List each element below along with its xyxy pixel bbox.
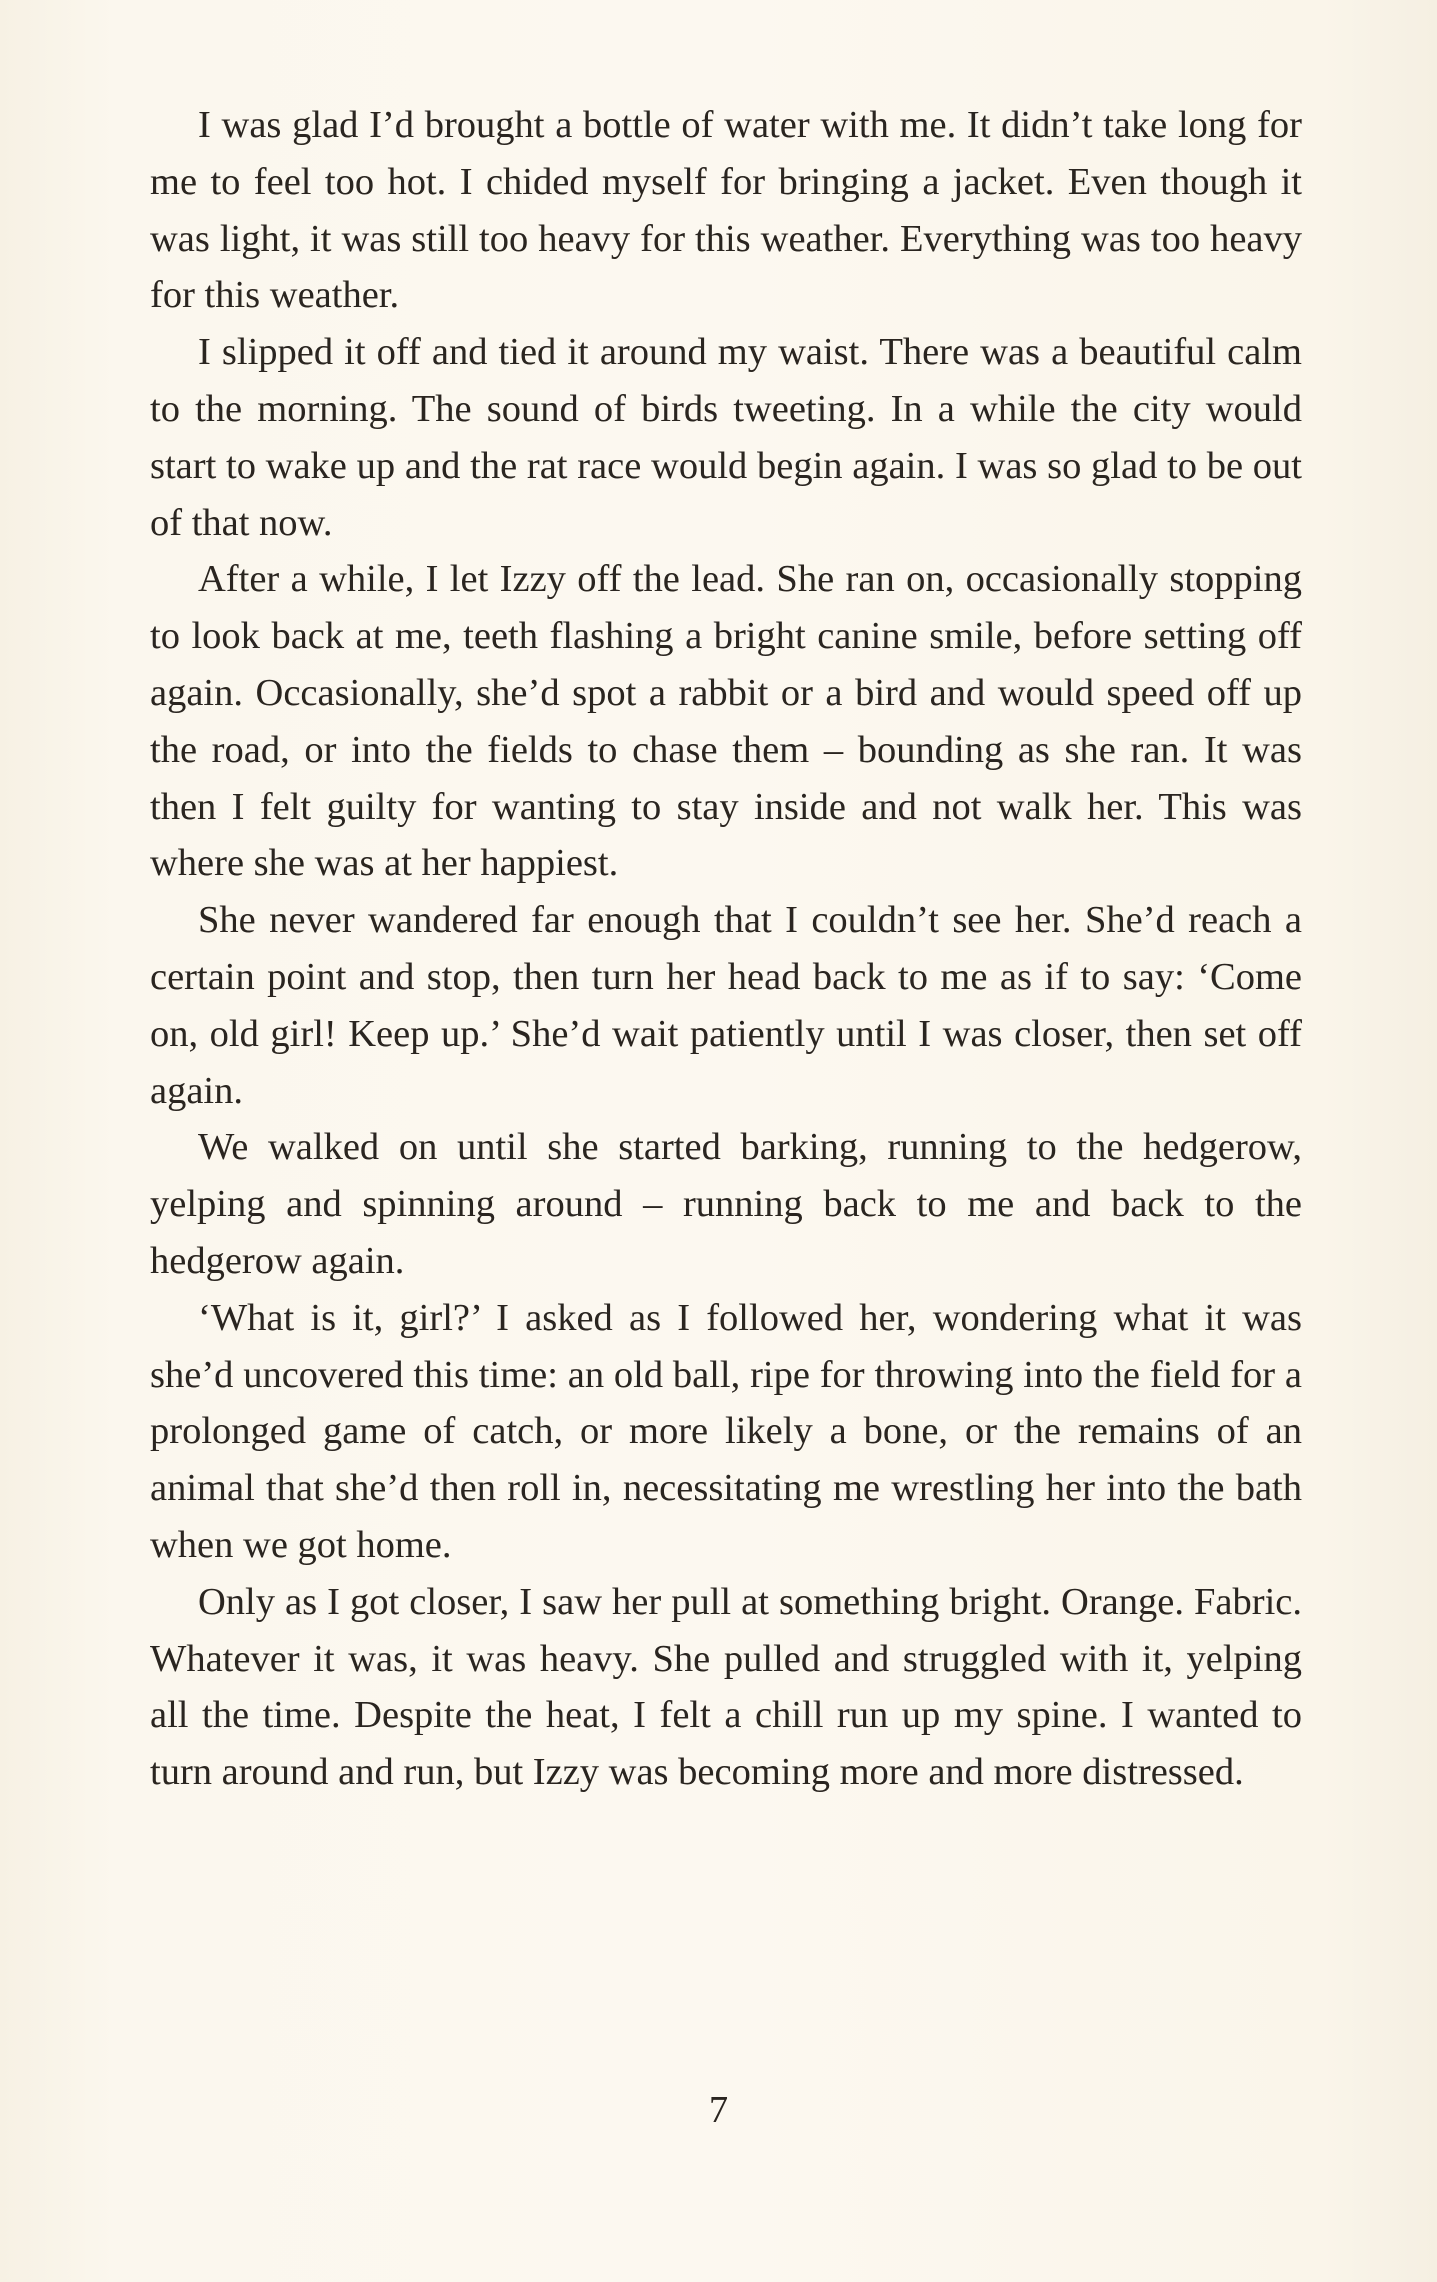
paragraph: I slipped it off and tied it around my waist. There was a beautiful calm to the morning. The sound of birds tweeting. In a while the city would start to wake up and the rat race would begin again. I was so glad to be out of that now. [150,331,1302,544]
paragraph: ‘What is it, girl?’ I asked as I followed her, wondering what it was she’d uncovered this time: an old ball, ripe for throwing into the field for a prolonged game of catch, or more likely a bone, or the remains of an animal that she’d then roll in, necessitating me wrestling her into the bath when we got home. [150,1296,1302,1566]
paragraph: After a while, I let Izzy off the lead. She ran on, occasionally stopping to look back at me, teeth flashing a bright canine smile, before setting off again. Occasionally, she’d spot a rabbit or a bird and would speed off up the road, or into the fields to chase them – bounding as she ran. It was then I felt guilty for wanting to stay inside and not walk her. This was where she was at her happiest. [150,558,1302,885]
paragraph: We walked on until she started barking, running to the hedgerow, yelping and spinning around – running back to me and back to the hedgerow again. [150,1126,1302,1282]
body-text [150,97,1302,1801]
paragraph: She never wandered far enough that I couldn’t see her. She’d reach a certain point and stop, then turn her head back to me as if to say: ‘Come on, old girl! Keep up.’ She’d wait patiently until I was closer, then set off again. [150,899,1302,1112]
page-number: 7 [708,2089,729,2131]
paragraph: Only as I got closer, I saw her pull at something bright. Orange. Fabric. Whatever it was, it was heavy. She pulled and struggled with it, yelping all the time. Despite the heat, I felt a chill run up my spine. I wanted to turn around and run, but Izzy was becoming more and more distressed. [150,1580,1302,1794]
paragraph: I was glad I’d brought a bottle of water with me. It didn’t take long for me to feel too hot. I chided myself for bringing a jacket. Even though it was light, it was still too heavy for this weather. Everything was too heavy for this weather. [150,104,1302,317]
